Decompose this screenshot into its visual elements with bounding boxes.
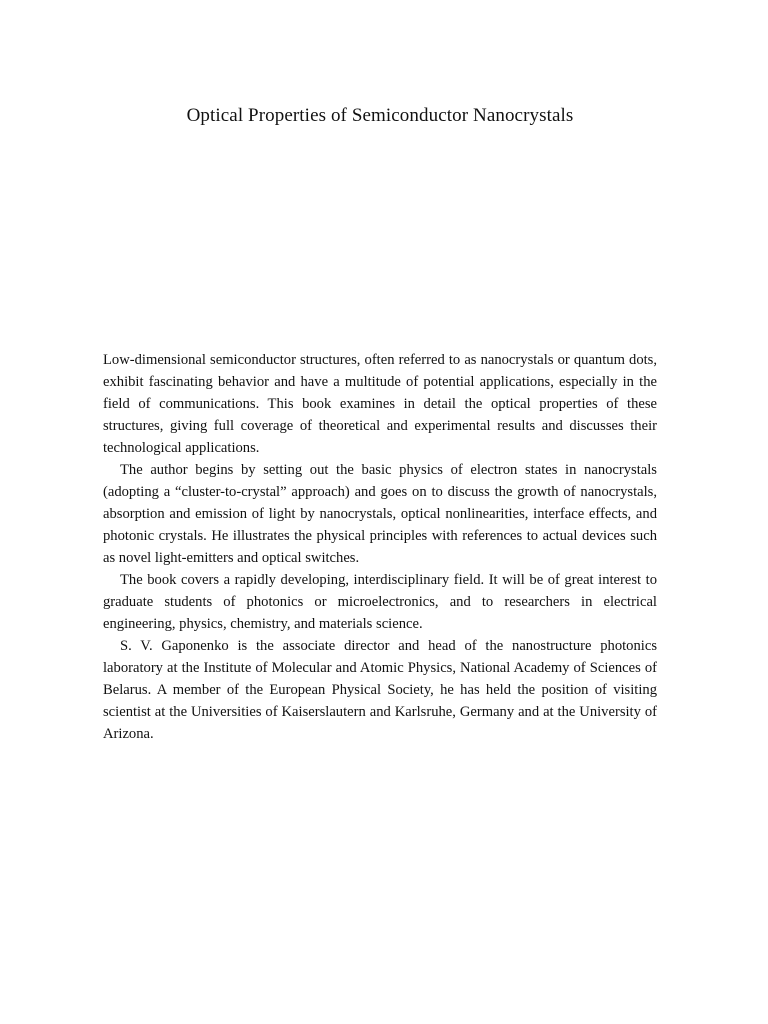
book-title: Optical Properties of Semiconductor Nanocrystals [186,105,574,126]
description-paragraph-audience: The book covers a rapidly developing, interdisciplinary field. It will be of great interest to graduate students of photonics or microelectronics, and to researchers in electrical engineering, physics, chemistry, and materials science. [103,572,657,632]
description-paragraph-contents: The author begins by setting out the basic physics of electron states in nanocrystals (adopting a “cluster-to-crystal” approach) and goes on to discuss the growth of nanocrystals, absorption and emission of light by nanocrystals, optical nonlinearities, interface effects, and photonic crystals. He illustrates the physical principles with references to actual devices such as novel light-emitters and optical switches. [103,462,657,566]
book-description [103,349,657,745]
description-paragraph-author: S. V. Gaponenko is the associate director and head of the nanostructure photonics laboratory at the Institute of Molecular and Atomic Physics, National Academy of Sciences of Belarus. A member of the European Physical Society, he has held the position of visiting scientist at the Universities of Kaiserslautern and Karlsruhe, Germany and at the University of Arizona. [103,638,657,742]
description-paragraph-intro: Low-dimensional semiconductor structures, often referred to as nanocrystals or quantum dots, exhibit fascinating behavior and have a multitude of potential applications, especially in the field of communications. This book examines in detail the optical properties of these structures, giving full coverage of theoretical and experimental results and discusses their technological applications. [103,352,657,456]
